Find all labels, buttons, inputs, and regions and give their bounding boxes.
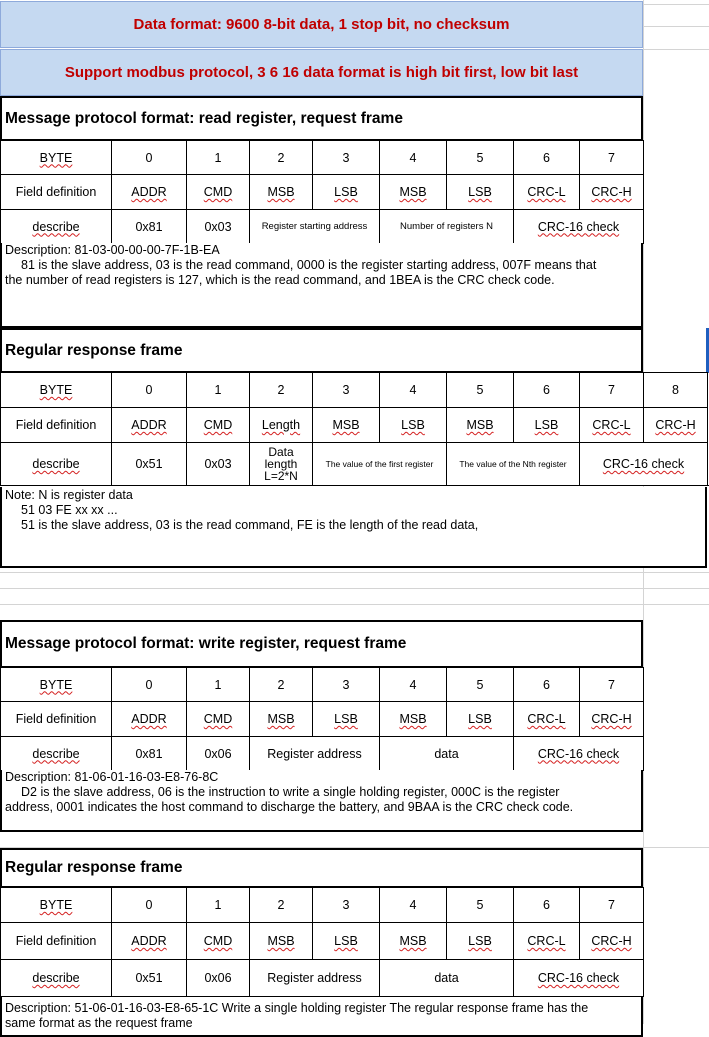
read-request-table [0,140,644,244]
description-line: Description: 81-03-00-00-00-7F-1B-EA [5,243,220,257]
byte-cell[interactable]: 6 [514,141,580,175]
describe-cell[interactable]: Register address [250,737,380,771]
row-label-byte[interactable]: BYTE [1,141,112,175]
field-cell[interactable]: Length [250,408,313,443]
describe-cell[interactable]: 0x03 [187,210,250,244]
field-cell[interactable]: CRC-L [580,408,644,443]
write-request-description [0,770,643,832]
describe-cell[interactable]: 0x51 [112,960,187,997]
byte-cell[interactable]: 5 [447,373,514,408]
byte-cell[interactable]: 1 [187,373,250,408]
field-cell[interactable]: LSB [447,702,514,737]
byte-cell[interactable]: 6 [514,888,580,923]
describe-cell[interactable]: 0x06 [187,737,250,771]
byte-cell[interactable]: 3 [313,668,380,702]
read-request-title: Message protocol format: read register, request frame [5,110,403,127]
byte-cell[interactable]: 1 [187,668,250,702]
byte-cell[interactable]: 1 [187,141,250,175]
field-cell[interactable]: CRC-H [580,923,644,960]
byte-cell[interactable]: 7 [580,373,644,408]
describe-cell[interactable]: The value of the Nth register [447,443,580,486]
field-cell[interactable]: CMD [187,408,250,443]
read-request-header [0,96,643,141]
modbus-text: Support modbus protocol, 3 6 16 data format is high bit first, low bit last [64,64,579,81]
description-line: address, 0001 indicates the host command to discharge the battery, and 9BAA is the CRC check code. [5,800,574,814]
field-cell[interactable]: MSB [313,408,380,443]
row-label-byte[interactable]: BYTE [1,373,112,408]
byte-cell[interactable]: 6 [514,373,580,408]
field-cell[interactable]: MSB [380,702,447,737]
byte-cell[interactable]: 0 [112,373,187,408]
read-response-description [0,487,707,568]
description-line: D2 is the slave address, 06 is the instruction to write a single holding register, 000C is the register [21,785,560,799]
byte-cell[interactable]: 1 [187,888,250,923]
row-label-byte[interactable]: BYTE [1,888,112,923]
field-cell[interactable]: ADDR [112,408,187,443]
field-cell[interactable]: CRC-H [644,408,708,443]
byte-cell[interactable]: 8 [644,373,708,408]
description-line: the number of read registers is 127, which is the read command, and 1BEA is the CRC check code. [5,273,555,287]
byte-cell[interactable]: 2 [250,141,313,175]
field-cell[interactable]: MSB [250,923,313,960]
byte-cell[interactable]: 5 [447,668,514,702]
byte-cell[interactable]: 7 [580,668,644,702]
describe-cell[interactable]: 0x81 [112,210,187,244]
describe-cell[interactable]: 0x51 [112,443,187,486]
field-cell[interactable]: CRC-H [580,175,644,210]
describe-cell[interactable]: 0x06 [187,960,250,997]
describe-cell[interactable]: data [380,960,514,997]
row-label-describe[interactable]: describe [1,737,112,771]
field-cell[interactable]: LSB [313,702,380,737]
byte-cell[interactable]: 7 [580,888,644,923]
read-request-description [0,243,643,328]
field-cell[interactable]: CRC-L [514,923,580,960]
row-label-describe[interactable]: describe [1,960,112,997]
describe-cell[interactable]: 0x03 [187,443,250,486]
field-cell[interactable]: CRC-L [514,175,580,210]
byte-cell[interactable]: 2 [250,668,313,702]
description-line: 51 03 FE xx xx ... [21,503,118,517]
describe-cell[interactable]: CRC-16 check [514,210,644,244]
field-cell[interactable]: LSB [447,923,514,960]
row-label-describe[interactable]: describe [1,443,112,486]
field-cell[interactable]: MSB [250,175,313,210]
byte-cell[interactable]: 0 [112,141,187,175]
byte-cell[interactable]: 2 [250,373,313,408]
describe-cell[interactable]: CRC-16 check [580,443,708,486]
write-request-table [0,667,644,771]
describe-cell[interactable]: The value of the first register [313,443,447,486]
data-format-text: Data format: 9600 8-bit data, 1 stop bit, no checksum [133,16,510,33]
description-line: same format as the request frame [5,1016,193,1030]
describe-cell[interactable]: data [380,737,514,771]
field-cell[interactable]: ADDR [112,175,187,210]
write-response-description [0,997,643,1037]
byte-cell[interactable]: 0 [112,668,187,702]
field-cell[interactable]: CRC-H [580,702,644,737]
description-line: Description: 81-06-01-16-03-E8-76-8C [5,770,219,784]
byte-cell[interactable]: 2 [250,888,313,923]
field-cell[interactable]: MSB [250,702,313,737]
row-label-describe[interactable]: describe [1,210,112,244]
description-line: Description: 51-06-01-16-03-E8-65-1C Write a single holding register The regular response frame has the [5,1001,589,1015]
byte-cell[interactable]: 3 [313,141,380,175]
field-cell[interactable]: CMD [187,923,250,960]
read-response-table [0,372,708,486]
byte-cell[interactable]: 4 [380,373,447,408]
data-format-banner[interactable] [0,1,643,48]
field-cell[interactable]: CRC-L [514,702,580,737]
write-response-table [0,887,644,997]
byte-cell[interactable]: 0 [112,888,187,923]
byte-cell[interactable]: 5 [447,141,514,175]
byte-cell[interactable]: 3 [313,373,380,408]
byte-cell[interactable]: 7 [580,141,644,175]
field-cell[interactable]: LSB [447,175,514,210]
field-cell[interactable]: MSB [380,923,447,960]
description-line: 81 is the slave address, 03 is the read command, 0000 is the register starting address, 007F means that [21,258,597,272]
write-response-header [0,848,643,888]
write-request-title: Message protocol format: write register, request frame [5,635,407,652]
describe-cell[interactable]: CRC-16 check [514,960,644,997]
describe-cell[interactable]: Register address [250,960,380,997]
field-cell[interactable]: LSB [380,408,447,443]
field-cell[interactable]: ADDR [112,702,187,737]
field-cell[interactable]: MSB [447,408,514,443]
description-line: 51 is the slave address, 03 is the read command, FE is the length of the read data, [21,518,479,532]
describe-cell[interactable]: Register starting address [250,210,380,244]
byte-cell[interactable]: 3 [313,888,380,923]
describe-cell[interactable]: 0x81 [112,737,187,771]
describe-cell[interactable]: Number of registers N [380,210,514,244]
field-cell[interactable]: LSB [313,923,380,960]
field-cell[interactable]: CMD [187,175,250,210]
read-response-header [0,328,643,373]
byte-cell[interactable]: 4 [380,668,447,702]
row-label-field[interactable]: Field definition [1,175,112,210]
description-line: Note: N is register data [5,488,133,502]
row-label-byte[interactable]: BYTE [1,668,112,702]
field-cell[interactable]: CMD [187,702,250,737]
byte-cell[interactable]: 6 [514,668,580,702]
byte-cell[interactable]: 5 [447,888,514,923]
write-response-title: Regular response frame [5,859,183,876]
modbus-banner[interactable] [0,49,643,96]
row-label-field[interactable]: Field definition [1,923,112,960]
field-cell[interactable]: ADDR [112,923,187,960]
read-response-title: Regular response frame [5,342,183,359]
byte-cell[interactable]: 4 [380,888,447,923]
row-label-field[interactable]: Field definition [1,408,112,443]
byte-cell[interactable]: 4 [380,141,447,175]
field-cell[interactable]: MSB [380,175,447,210]
row-label-field[interactable]: Field definition [1,702,112,737]
write-request-header [0,620,643,668]
describe-cell[interactable]: Data length L=2*N [250,443,313,486]
field-cell[interactable]: LSB [313,175,380,210]
describe-cell[interactable]: CRC-16 check [514,737,644,771]
field-cell[interactable]: LSB [514,408,580,443]
